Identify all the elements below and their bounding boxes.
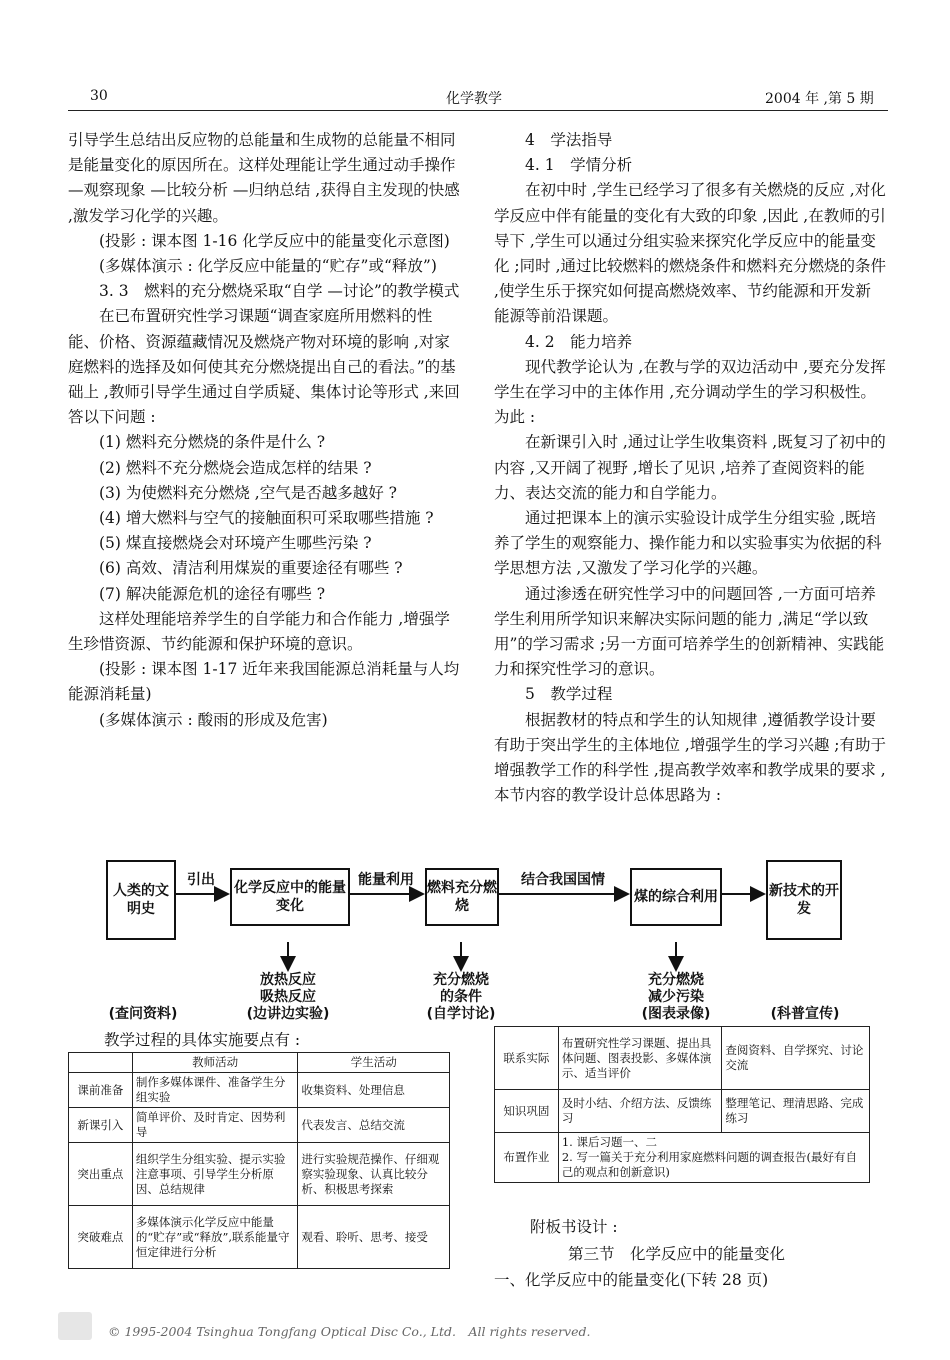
flow-diagram [68,850,888,1030]
right-column [494,128,886,808]
table-cell: 组织学生分组实验、提示实验注意事项、引导学生分析原因、总结规律 [132,1143,298,1206]
row-label: 布置作业 [495,1133,559,1183]
box-energy-change: 化学反应中的能量变化 [230,868,350,926]
page-number: 30 [90,88,108,104]
publisher-logo [58,1312,92,1340]
box-new-tech: 新技术的开发 [766,860,842,940]
table-row [69,1206,450,1269]
left-col-paragraph: (多媒体演示 : 酸雨的形成及危害) [99,710,328,729]
right-col-paragraph: 5 教学过程 [525,685,613,704]
arrow-label-lead: 引出 [187,872,215,888]
right-col-paragraph: 4 学法指导 [525,131,613,149]
right-col-paragraph: 在初中时 ,学生已经学习了很多有关燃烧的反应 ,对化学反应中伴有能量的变化有大致的印象 ,因此 ,在教师的引导下 ,学生可以通过分组实验来探究化学反应中的能量变化 ;同时 ,通过比较燃料的燃烧条件和燃料充分燃烧的条件 ,使学生乐于探究如何提高燃烧效率、节约能源和开发新能源等前沿课题。 [494,181,887,326]
left-col-paragraph: (6) 高效、清洁利用煤炭的重要途径有哪些 ? [99,559,403,578]
row-label: 突出重点 [69,1143,133,1206]
box-full-combustion: 燃料充分燃烧 [425,868,499,926]
blackboard-line1: 一、化学反应中的能量变化(下转 28 页) [494,1271,769,1289]
table-cell: 收集资料、处理信息 [298,1073,450,1108]
right-col-paragraph: 4. 2 能力培养 [525,332,633,351]
left-col-paragraph: 引导学生总结出反应物的总能量和生成物的总能量不相同是能量变化的原因所在。这样处理能让学生通过动手操作 —观察现象 —比较分析 —归纳总结 ,获得自主发现的快感 ,激发学习化学的兴趣。 [68,131,460,225]
below-label-3: 充分燃烧 减少污染 (图表录像) [641,972,711,1022]
table-cell: 观看、聆听、思考、接受 [298,1206,450,1269]
box-civilization: 人类的文明史 [106,860,176,940]
row-label: 知识巩固 [495,1090,559,1133]
table-row [495,1090,870,1133]
table-left-header [69,1053,133,1073]
table-cell: 及时小结、介绍方法、反馈练习 [558,1090,722,1133]
left-col-paragraph: 这样处理能培养学生的自学能力和合作能力 ,增强学生珍惜资源、节约能源和保护环境的意识。 [68,609,450,654]
table-cell: 多媒体演示化学反应中能量的“贮存”或“释放”,联系能量守恒定律进行分析 [132,1206,298,1269]
table-intro: 教学过程的具体实施要点有 : [104,1031,301,1049]
table-cell: 制作多媒体课件、准备学生分组实验 [132,1073,298,1108]
issue-label: 2004 年 ,第 5 期 [765,91,874,107]
table-left [68,1052,450,1269]
arrow-label-national: 结合我国国情 [521,872,605,888]
below-label-2: 充分燃烧 的条件 (自学讨论) [426,972,496,1022]
table-row [69,1073,450,1108]
header-rule [68,110,888,111]
table-cell: 进行实验规范操作、仔细观察实验现象、认真比较分析、积极思考探索 [298,1143,450,1206]
row-label: 新课引入 [69,1108,133,1143]
right-col-paragraph: 通过渗透在研究性学习中的问题回答 ,一方面可培养学生利用所学知识来解决实际问题的能力 ,满足“学以致用”的学习需求 ;另一方面可培养学生的创新精神、实践能力和探究性学习的意识。 [494,584,885,679]
table-cell: 代表发言、总结交流 [298,1108,450,1143]
blackboard-label: 附板书设计 : [530,1218,618,1236]
below-label-1: 放热反应 吸热反应 (边讲边实验) [246,972,330,1022]
table-cell: 查阅资料、自学探究、讨论交流 [722,1027,870,1090]
right-col-paragraph: 根据教材的特点和学生的认知规律 ,遵循教学设计要有助于突出学生的主体地位 ,增强学生的学习兴趣 ;有助于增强教学工作的科学性 ,提高教学效率和教学成果的要求 ,本节内容的教学设计总体思路为 : [494,710,887,805]
journal-title: 化学教学 [446,91,502,107]
left-col-paragraph: (多媒体演示 : 化学反应中能量的“贮存”或“释放”) [99,257,437,276]
table-row [69,1108,450,1143]
table-left-header: 教师活动 [132,1053,298,1073]
table-cell: 简单评价、及时肯定、因势利导 [132,1108,298,1143]
copyright-footer: © 1995-2004 Tsinghua Tongfang Optical Disc Co., Ltd. All rights reserved. [108,1324,591,1339]
table-cell: 布置研究性学习课题、提出具体问题、图表投影、多媒体演示、适当评价 [558,1027,722,1090]
blackboard-title: 第三节 化学反应中的能量变化 [568,1245,786,1263]
arrow-label-energy-use: 能量利用 [358,872,414,888]
left-col-paragraph: 在已布置研究性学习课题“调查家庭所用燃料的性能、价格、资源蕴藏情况及燃烧产物对环境的影响 ,对家庭燃料的选择及如何使其充分燃烧提出自己的看法。”的基础上 ,教师引导学生通过自学质疑、集体讨论等形式 ,来回答以下问题 : [68,307,460,427]
right-col-paragraph: 4. 1 学情分析 [525,156,633,175]
left-col-paragraph: (3) 为使燃料充分燃烧 ,空气是否越多越好 ? [99,483,397,502]
left-col-paragraph: (投影 : 课本图 1-17 近年来我国能源总消耗量与人均能源消耗量) [68,660,460,704]
table-row [495,1027,870,1090]
table-row [69,1143,450,1206]
left-col-paragraph: (4) 增大燃料与空气的接触面积可采取哪些措施 ? [99,509,434,528]
table-right [494,1026,870,1183]
left-col-paragraph: 3. 3 燃料的充分燃烧采取“自学 —讨论”的教学模式 [99,282,460,301]
row-label: 联系实际 [495,1027,559,1090]
left-col-paragraph: (2) 燃料不充分燃烧会造成怎样的结果 ? [99,458,372,477]
right-col-paragraph: 通过把课本上的演示实验设计成学生分组实验 ,既培养了学生的观察能力、操作能力和以实验事实为依据的科学思想方法 ,又激发了学习化学的兴趣。 [494,509,882,578]
right-col-paragraph: 现代教学论认为 ,在教与学的双边活动中 ,要充分发挥学生在学习中的主体作用 ,充分调动学生的学习积极性。为此 : [494,357,886,427]
table-left-header: 学生活动 [298,1053,450,1073]
left-col-paragraph: (1) 燃料充分燃烧的条件是什么 ? [99,433,326,452]
table-cell: 整理笔记、理清思路、完成练习 [722,1090,870,1133]
left-col-paragraph: (5) 煤直接燃烧会对环境产生哪些污染 ? [99,534,372,553]
right-col-paragraph: 在新课引入时 ,通过让学生收集资料 ,既复习了初中的内容 ,又开阔了视野 ,增长了见识 ,培养了查阅资料的能力、表达交流的能力和自学能力。 [494,433,886,502]
box-coal-use: 煤的综合利用 [630,868,722,926]
bottom-label-popularize: (科普宣传) [770,1006,840,1022]
table-row [495,1133,870,1183]
left-col-paragraph: (投影 : 课本图 1-16 化学反应中的能量变化示意图) [99,231,450,250]
row-label: 突破难点 [69,1206,133,1269]
table-cell: 1. 课后习题一、二 2. 写一篇关于充分利用家庭燃料问题的调查报告(最好有自己的观点和创新意识) [558,1133,869,1183]
row-label: 课前准备 [69,1073,133,1108]
bottom-label-research: (查问资料) [108,1006,178,1022]
left-col-paragraph: (7) 解决能源危机的途径有哪些 ? [99,584,326,603]
left-column [68,128,460,733]
